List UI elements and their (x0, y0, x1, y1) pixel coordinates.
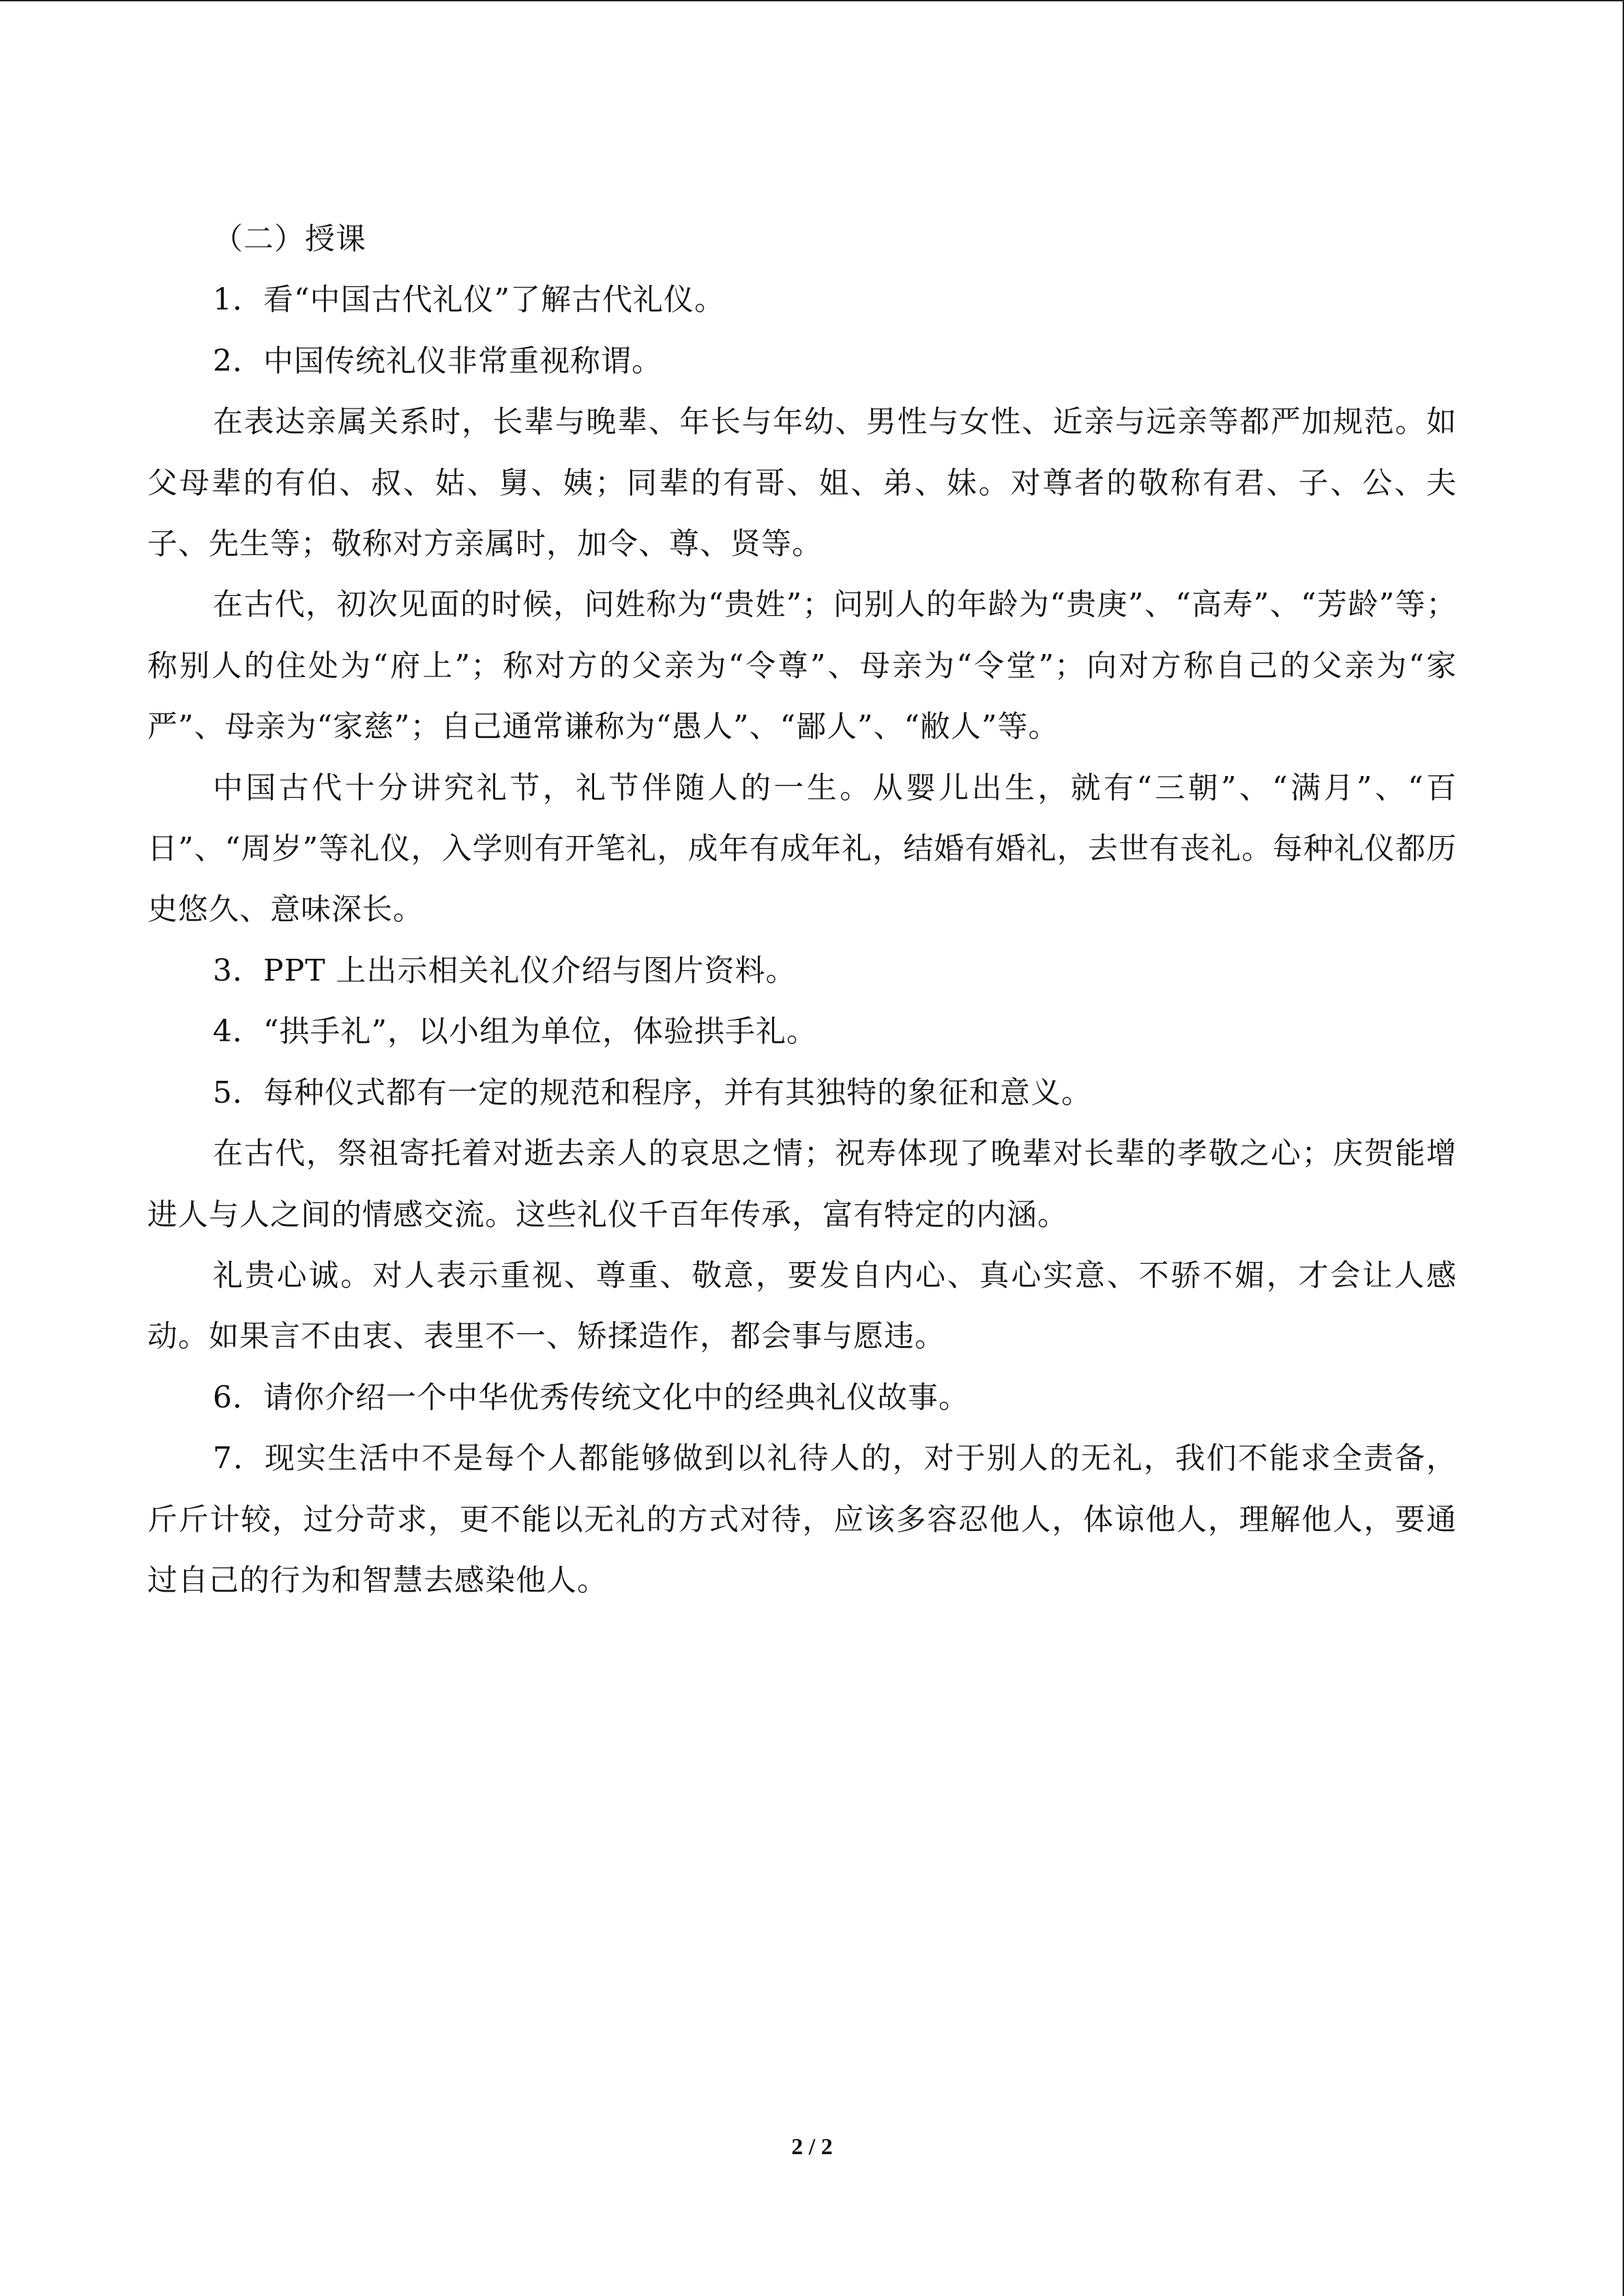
list-item: 7．现实生活中不是每个人都能够做到以礼待人的，对于别人的无礼，我们不能求全责备，斤斤计较，过分苛求，更不能以无礼的方式对待，应该多容忍他人，体谅他人，理解他人，要通过自己的行为和智慧去感染他人。 (147, 1441, 1457, 1598)
list-item: 2．中国传统礼仪非常重视称谓。 (213, 343, 662, 378)
section-heading: （二）授课 (213, 222, 366, 256)
list-item: 5．每种仪式都有一定的规范和程序，并有其独特的象征和意义。 (213, 1075, 1092, 1110)
body-paragraph: 在古代，祭祖寄托着对逝去亲人的哀思之情；祝寿体现了晚辈对长辈的孝敬之心；庆贺能增进人与人之间的情感交流。这些礼仪千百年传承，富有特定的内涵。 (147, 1136, 1457, 1232)
list-item: 1．看“中国古代礼仪”了解古代礼仪。 (213, 282, 725, 318)
list-item: 6．请你介绍一个中华优秀传统文化中的经典礼仪故事。 (213, 1380, 969, 1415)
body-paragraph: 礼贵心诚。对人表示重视、尊重、敬意，要发自内心、真心实意、不骄不媚，才会让人感动。如果言不由衷、表里不一、矫揉造作，都会事与愿违。 (147, 1257, 1457, 1354)
body-paragraph: 在表达亲属关系时，长辈与晚辈、年长与年幼、男性与女性、近亲与远亲等都严加规范。如父母辈的有伯、叔、姑、舅、姨；同辈的有哥、姐、弟、妹。对尊者的敬称有君、子、公、夫子、先生等；敬称对方亲属时，加令、尊、贤等。 (147, 404, 1457, 562)
list-item: 3．PPT 上出示相关礼仪介绍与图片资料。 (213, 953, 797, 988)
document-body (147, 209, 1457, 1611)
page-number: 2 / 2 (791, 2134, 833, 2160)
body-paragraph: 中国古代十分讲究礼节，礼节伴随人的一生。从婴儿出生，就有“三朝”、“满月”、“百日”、“周岁”等礼仪，入学则有开笔礼，成年有成年礼，结婚有婚礼，去世有丧礼。每种礼仪都历史悠久、意味深长。 (147, 770, 1457, 927)
list-item: 4．“拱手礼”，以小组为单位，体验拱手礼。 (213, 1014, 817, 1049)
body-paragraph: 在古代，初次见面的时候，问姓称为“贵姓”；问别人的年龄为“贵庚”、“高寿”、“芳龄”等；称别人的住处为“府上”；称对方的父亲为“令尊”、母亲为“令堂”；向对方称自己的父亲为“家严”、母亲为“家慈”；自己通常谦称为“愚人”、“鄙人”、“敝人”等。 (147, 587, 1457, 745)
